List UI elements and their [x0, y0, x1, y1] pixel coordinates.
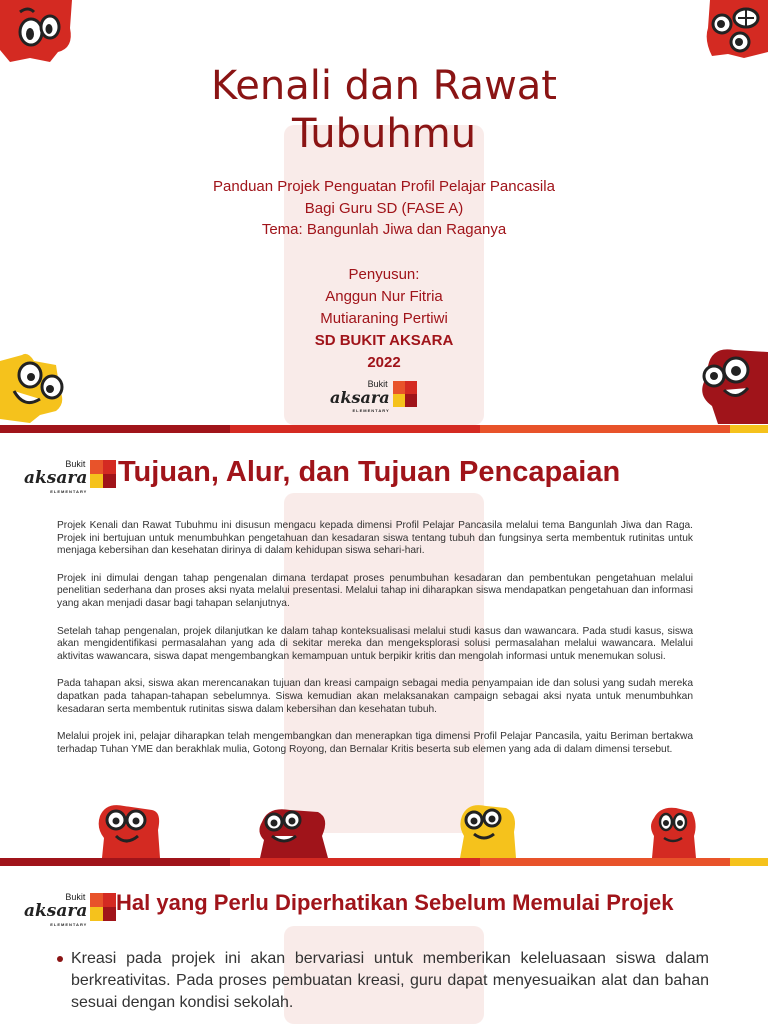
mascot-yellow-3	[458, 802, 518, 858]
subtitle-line-3: Tema: Bangunlah Jiwa dan Raganya	[261, 221, 507, 238]
logo-brand-top: Bukit	[65, 892, 86, 902]
subtitle-line-2: Bagi Guru SD (FASE A)	[304, 200, 464, 217]
mascot-red-4	[648, 806, 698, 858]
logo-brand: aksara	[330, 388, 390, 407]
logo-brand-sub: ELEMENTARY	[50, 922, 88, 927]
school-logo	[24, 892, 116, 927]
author-2: Mutiaraning Pertiwi	[320, 310, 448, 327]
bullet-dot-icon	[57, 956, 63, 962]
paragraph: Setelah tahap pengenalan, projek dilanjutkan ke dalam tahap konteksualisasi melalui studi kasus dan wawancara. Pada studi kasus, siswa akan mengidentifikasi permasalahan yang ada di sekitar mereka dan mengeksplorasi solusi permasalahan melalui wawancara. Melalui aktivitas wawancara, siswa dapat mengembangkan kemampuan untuk berpikir kritis dan mengolah informasi untuk menemukan solusi.	[57, 625, 693, 662]
school-name: SD BUKIT AKSARA	[314, 332, 454, 349]
logo-brand-top: Bukit	[367, 379, 388, 389]
logo-brand-sub: ELEMENTARY	[50, 489, 88, 494]
logo-brand: aksara	[24, 901, 88, 921]
mascot-yellow-left	[0, 353, 70, 425]
section-heading: Hal yang Perlu Diperhatikan Sebelum Memulai Projek	[116, 890, 674, 915]
mascot-red-top-right	[704, 0, 768, 60]
mascot-red-1	[96, 802, 162, 858]
mascot-darkred-right	[698, 346, 768, 424]
mascot-darkred-2	[256, 806, 330, 858]
paragraph: Pada tahapan aksi, siswa akan merencanakan tujuan dan kreasi campaign sebagai media penyampaian ide dan solusi yang sudah mereka dapatkan pada tahapan-tahapan sebelumnya. Siswa kemudian akan melaksanakan campaign sebagai aksi nyata untuk menumbuhkan kesadaran serta membentuk rutinitas siswa dalam kebersihan dan kesehatan tubuh.	[57, 678, 693, 715]
divider-stripe-2	[0, 858, 768, 866]
section-page-1	[0, 433, 768, 858]
title-line-2: Tubuhmu	[291, 111, 477, 157]
paragraph: Projek Kenali dan Rawat Tubuhmu ini disusun mengacu kepada dimensi Profil Pelajar Pancasila melalui tema Bangunlah Jiwa dan Raga. Projek ini bertujuan untuk menumbuhkan pengetahuan dan kesadaran siswa tentang tubuh dan fungsinya serta membentuk rutinitas untuk menjaga kebersihan dan kesehatan dirinya di dalam kehidupan siswa sehari-hari.	[57, 520, 693, 557]
year: 2022	[367, 354, 401, 371]
paragraph: Projek ini dimulai dengan tahap pengenalan dimana terdapat proses penumbuhan kesadaran dan pembentukan pengetahuan melalui penelitian sederhana dan proses aksi nyata melalui presentasi. Melalui tahap ini diharapkan siswa mendapatkan pengetahuan dan informasi yang akan menjadi dasar bagi tahapan selanjutnya.	[57, 572, 693, 609]
section-page-2	[0, 866, 768, 1024]
logo-puzzle-icon	[393, 381, 417, 407]
authors-label: Penyusun:	[348, 266, 420, 283]
author-1: Anggun Nur Fitria	[325, 288, 443, 305]
school-logo	[24, 459, 116, 494]
bullet-text: Kreasi pada projek ini akan bervariasi untuk memberikan keleluasaan siswa dalam berkreativitas. Pada proses pembuatan kreasi, guru dapat menyesuaikan alat dan bahan sesuai dengan kondisi sekolah.	[71, 950, 709, 1011]
section-heading: Tujuan, Alur, dan Tujuan Pencapaian	[118, 456, 621, 488]
logo-puzzle-icon	[90, 893, 116, 921]
authors-block	[0, 264, 768, 374]
school-logo	[330, 379, 417, 413]
divider-stripe-1	[0, 425, 768, 433]
section-body	[57, 520, 693, 771]
logo-brand: aksara	[24, 468, 88, 488]
logo-puzzle-icon	[90, 460, 116, 488]
logo-brand-top: Bukit	[65, 459, 86, 469]
cover-page	[0, 0, 768, 425]
document-title	[0, 62, 768, 158]
mascot-red-top-left	[0, 0, 75, 62]
title-line-1: Kenali dan Rawat	[211, 63, 557, 109]
paragraph: Melalui projek ini, pelajar diharapkan telah mengembangkan dan menerapkan tiga dimensi Profil Pelajar Pancasila, yaitu Beriman bertakwa terhadap Tuhan YME dan berakhlak mulia, Gotong Royong, dan Bernalar Kritis beserta sub elemen yang ada di dalam dimensi tersebut.	[57, 731, 693, 755]
logo-brand-sub: ELEMENTARY	[352, 408, 390, 413]
bullet-item	[57, 948, 709, 1014]
subtitle-line-1: Panduan Projek Penguatan Profil Pelajar Pancasila	[213, 178, 555, 195]
